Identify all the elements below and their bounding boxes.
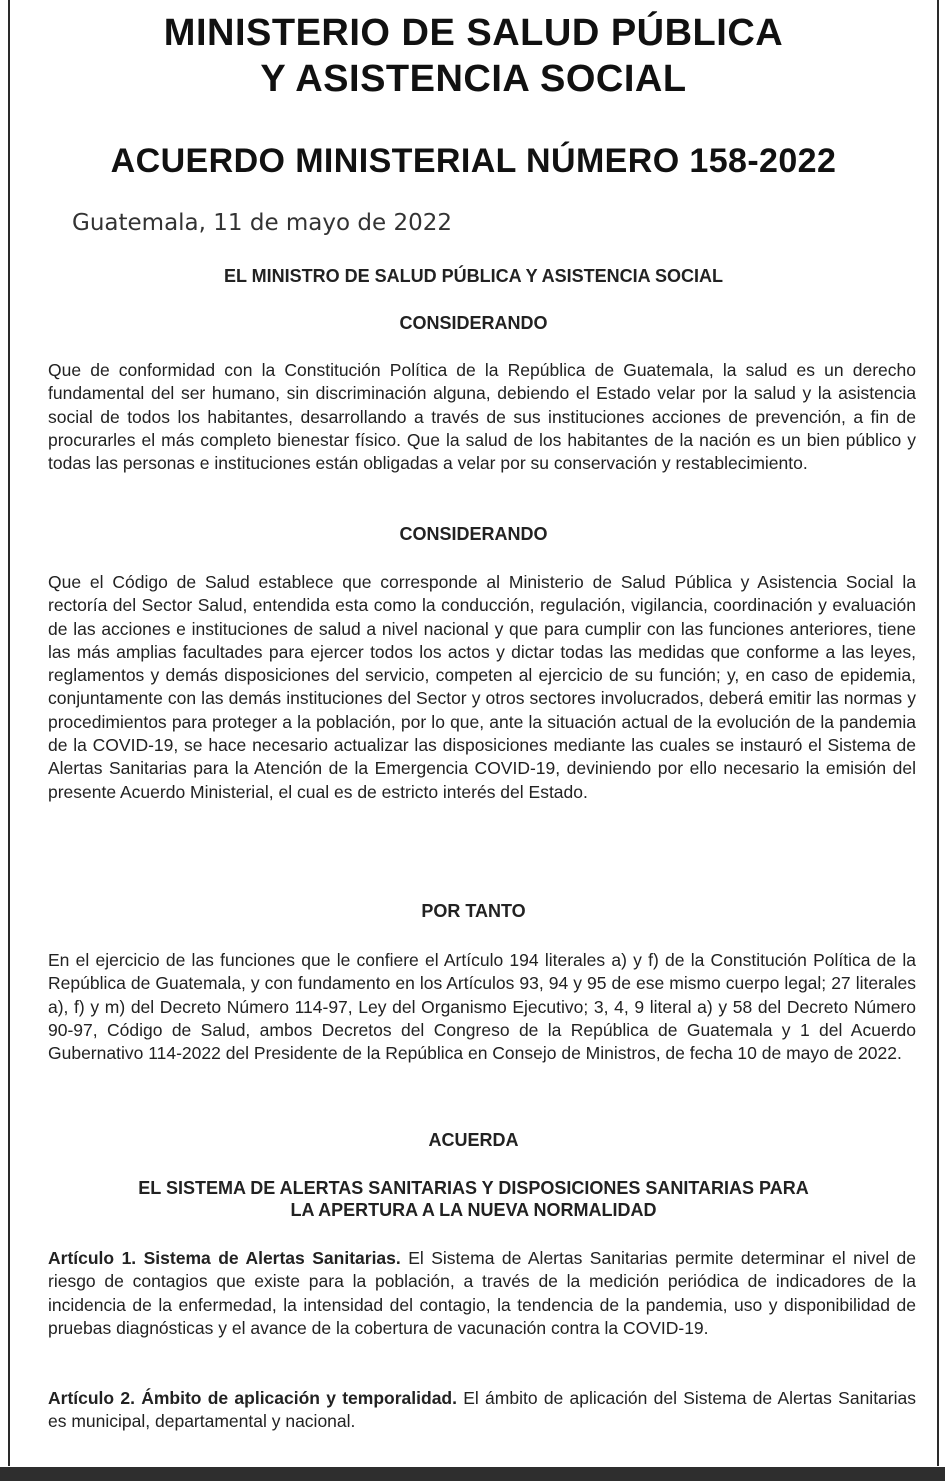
considerando-2-text: Que el Código de Salud establece que corresponde al Ministerio de Salud Pública y Asistencia Social la rectoría del Sector Salud, entendida esta como la conducción, regulación, vigilancia, coordinación y evaluación de las acciones e instituciones de salud a nivel nacional y que para cumplir con las funciones anteriores, tiene las más amplias facultades para ejercer todos los actos y dictar todas las medidas que conforme a las leyes, reglamentos y demás disposiciones del servicio, competen al ejercicio de su función; y, en caso de epidemia, conjuntamente con las demás instituciones del Sector y otros sectores involucrados, deberá emitir las normas y procedimientos para proteger a la población, por lo que, ante la situación actual de la evolución de la pandemia de la COVID-19, se hace necesario actualizar las disposiciones mediante las cuales se instauró el Sistema de Alertas Sanitarias para la Atención de la Emergencia COVID-19, deviniendo por ello necesario la emisión del presente Acuerdo Ministerial, el cual es de estricto interés del Estado. (48, 572, 916, 802)
article-2 (48, 1387, 916, 1434)
acuerda-heading: ACUERDA (428, 1130, 519, 1150)
article-1-title: Artículo 1. Sistema de Alertas Sanitarias. (48, 1248, 401, 1268)
authority-heading: EL MINISTRO DE SALUD PÚBLICA Y ASISTENCIA SOCIAL (223, 266, 724, 286)
section-title-line1: EL SISTEMA DE ALERTAS SANITARIAS Y DISPOSICIONES SANITARIAS PARA (138, 1178, 809, 1198)
considerando-1-text: Que de conformidad con la Constitución Política de la República de Guatemala, la salud es un derecho fundamental del ser humano, sin discriminación alguna, debiendo el Estado velar por la salud y la asistencia social de todos los habitantes, desarrollando a través de sus instituciones acciones de prevención, a fin de procurarles el más completo bienestar físico. Que la salud de los habitantes de la nación es un bien público y todas las personas e instituciones están obligadas a velar por su conservación y restablecimiento. (48, 360, 916, 474)
ministry-title-line2: Y ASISTENCIA SOCIAL (260, 58, 687, 100)
article-2-text: El ámbito de aplicación del Sistema de Alertas Sanitarias es municipal, departamental y nacional. (48, 1388, 916, 1432)
date-line: Guatemala, 11 de mayo de 2022 (72, 210, 452, 236)
bottom-bar (0, 1467, 945, 1481)
por-tanto-text: En el ejercicio de las funciones que le confiere el Artículo 194 literales a) y f) de la Constitución Política de la República de Guatemala, y con fundamento en los Artículos 93, 94 y 95 de ese mismo cuerpo legal; 27 literales a), f) y m) del Decreto Número 114-97, Ley del Organismo Ejecutivo; 3, 4, 9 literal a) y 58 del Decreto Número 90-97, Código de Salud, ambos Decretos del Congreso de la República de Guatemala y 1 del Acuerdo Gubernativo 114-2022 del Presidente de la República en Consejo de Ministros, de fecha 10 de mayo de 2022. (48, 950, 916, 1064)
ministry-title-line1: MINISTERIO DE SALUD PÚBLICA (163, 12, 784, 54)
por-tanto-heading: POR TANTO (421, 901, 526, 921)
document-page (8, 0, 939, 1466)
article-1-text: El Sistema de Alertas Sanitarias permite determinar el nivel de riesgo de contagios que existe para la población, a través de la medición periódica de indicadores de la incidencia de la enfermedad, la intensidad del contagio, la tendencia de la pandemia, uso y disponibilidad de pruebas diagnósticas y el avance de la cobertura de vacunación contra la COVID-19. (48, 1248, 917, 1338)
considerando-1-heading: CONSIDERANDO (399, 313, 548, 333)
article-1 (48, 1247, 916, 1340)
section-title-line2: LA APERTURA A LA NUEVA NORMALIDAD (290, 1200, 657, 1220)
article-2-title: Artículo 2. Ámbito de aplicación y temporalidad. (48, 1388, 457, 1408)
agreement-title: ACUERDO MINISTERIAL NÚMERO 158-2022 (110, 142, 837, 180)
considerando-2-heading: CONSIDERANDO (399, 524, 548, 544)
